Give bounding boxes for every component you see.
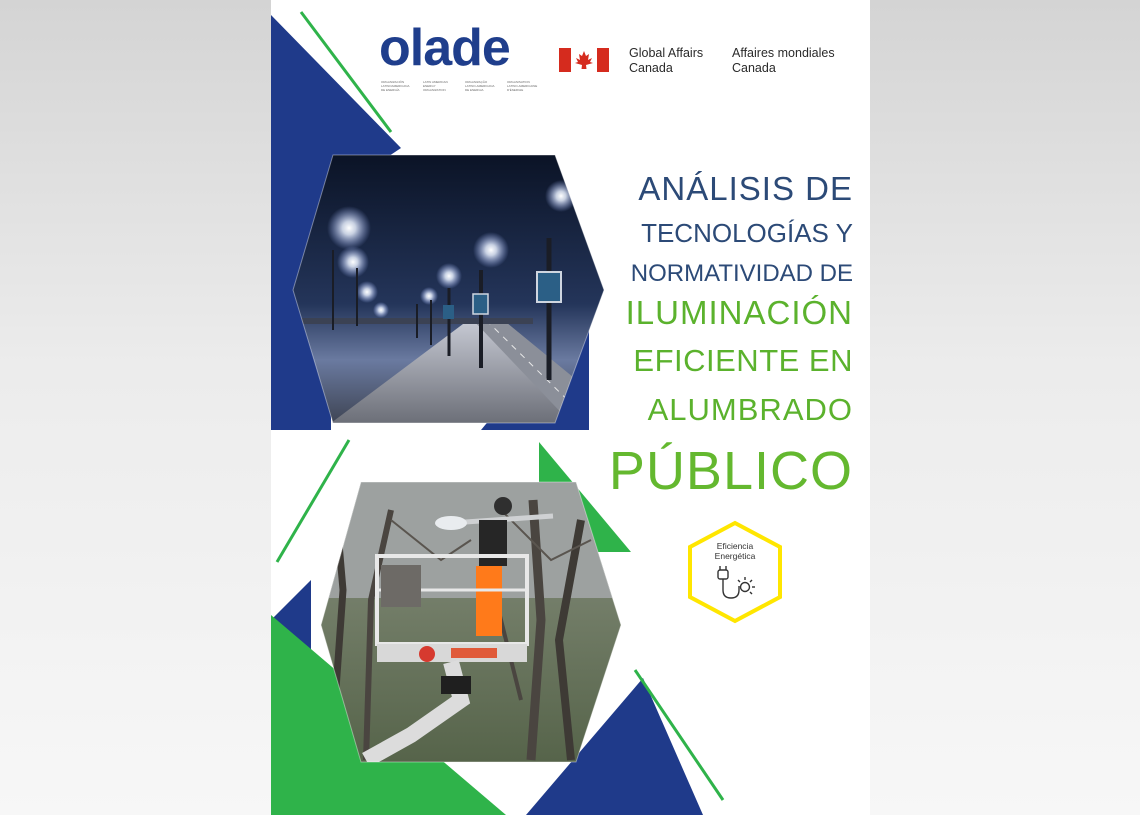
badge-label [685, 541, 785, 561]
title-line-3: NORMATIVIDAD DE [630, 260, 853, 287]
tagline-line: ORGANISATION [507, 80, 530, 84]
energy-efficiency-badge [685, 520, 785, 624]
tagline-line: LATIN AMERICAN [423, 80, 448, 84]
tagline-line: ORGANIZAÇÃO [465, 80, 488, 84]
green-stroke-mid [277, 440, 349, 562]
partner-line: Affaires mondiales [732, 46, 835, 60]
partner-line: Canada [629, 61, 673, 75]
tagline-line: LATINOAMERICANA [381, 84, 410, 88]
title-line-6: ALUMBRADO [647, 392, 853, 427]
tagline-line: ORGANIZATION [423, 88, 446, 92]
tagline-line: D'ÉNERGIE [507, 88, 524, 92]
tagline-line: ORGANIZACIÓN [381, 80, 405, 84]
olade-tagline-fr [507, 80, 537, 92]
badge-line: Eficiencia [716, 541, 754, 551]
olade-wordmark: olade [379, 19, 510, 77]
affaires-mondiales-canada-label [732, 46, 835, 76]
title-line-2: TECNOLOGÍAS Y [641, 218, 853, 248]
olade-tagline-pt [465, 80, 494, 92]
title-line-4: ILUMINACIÓN [625, 294, 853, 331]
olade-tagline-es [381, 80, 409, 92]
report-cover [271, 0, 870, 815]
olade-logo [379, 19, 557, 96]
hexagon-icon [685, 520, 785, 624]
title-line-7: PÚBLICO [608, 441, 853, 501]
tagline-line: LATINO-AMERICANA [465, 84, 495, 88]
olade-tagline-en [423, 80, 448, 92]
tagline-line: DE ENERGIA [465, 88, 484, 92]
maintenance-worker-photo [311, 478, 631, 768]
title-line-1: ANÁLISIS DE [638, 170, 853, 207]
tagline-line: LATINO-AMERICAINE [507, 84, 538, 88]
tagline-line: ENERGY [423, 84, 436, 88]
partner-line: Canada [732, 61, 776, 75]
global-affairs-canada-label [629, 46, 703, 76]
badge-line: Energética [714, 551, 756, 561]
tagline-line: DE ENERGÍA [381, 88, 400, 92]
title-line-5: EFICIENTE EN [633, 343, 853, 378]
partner-line: Global Affairs [629, 46, 704, 60]
canada-flag-icon [559, 48, 609, 72]
